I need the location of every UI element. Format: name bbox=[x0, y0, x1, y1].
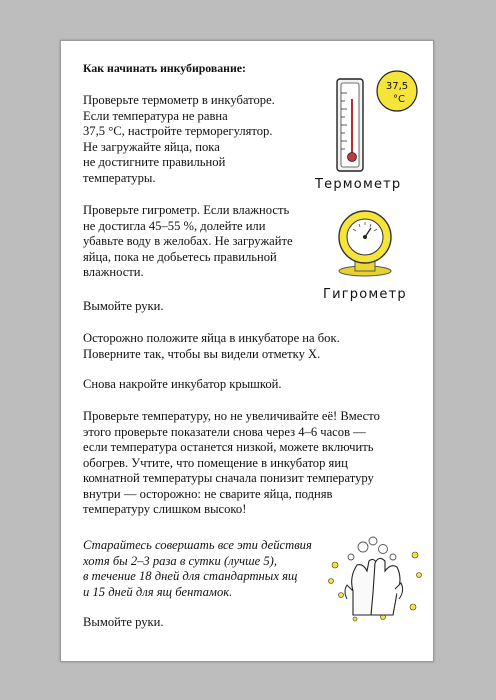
text-line: обогрев. Учтите, что помещение в инкубатор яиц bbox=[83, 455, 348, 470]
text-line: Старайтесь совершать все эти действия bbox=[83, 538, 312, 552]
thermometer-caption: Термометр bbox=[315, 177, 402, 192]
text-line: внутри — осторожно: не сварите яйца, подняв bbox=[83, 486, 333, 501]
paragraph-thermometer bbox=[83, 93, 313, 186]
text-line: яйца, пока не добьетесь правильной bbox=[83, 249, 277, 264]
paragraph-wash-hands-final: Вымойте руки. bbox=[83, 615, 164, 629]
text-line: Если температура не равна bbox=[83, 108, 228, 123]
paragraph-hygrometer bbox=[83, 203, 315, 281]
text-line: этого проверьте показатели снова через 4–6 часов — bbox=[83, 424, 366, 439]
text-line: и 15 дней для ящ бентамок. bbox=[83, 584, 233, 599]
text-line: Осторожно положите яйца в инкубаторе на бок. bbox=[83, 331, 340, 345]
text-line: Проверьте температуру, но не увеличивайте её! Вместо bbox=[83, 409, 380, 423]
text-line: хотя бы 2–3 раза в сутки (лучше 5), bbox=[83, 553, 277, 568]
text-line: температуру слишком высоко! bbox=[83, 502, 247, 516]
text-line: температуры. bbox=[83, 170, 156, 185]
paragraph-wash-hands: Вымойте руки. bbox=[83, 299, 164, 313]
text-line: Поверните так, чтобы вы видели отметку X. bbox=[83, 346, 321, 361]
text-line: не достигните правильной bbox=[83, 155, 226, 169]
text-line: не достигла 45–55 %, долейте или bbox=[83, 218, 266, 233]
page-heading: Как начинать инкубирование: bbox=[83, 61, 246, 75]
document-page bbox=[60, 40, 434, 662]
thermometer-bubble-unit: °C bbox=[393, 94, 405, 105]
paragraph-italic-note bbox=[83, 538, 333, 600]
text-line: Не загружайте яйца, пока bbox=[83, 139, 220, 154]
text-line: если температура останется низкой, можете включить bbox=[83, 440, 374, 454]
text-line: влажности. bbox=[83, 265, 144, 279]
paragraph-place-eggs bbox=[83, 331, 413, 362]
paragraph-check-temperature bbox=[83, 409, 417, 518]
paragraph-cover-lid: Снова накройте инкубатор крышкой. bbox=[83, 377, 282, 391]
hygrometer-icon bbox=[329, 207, 401, 277]
washing-hands-icon bbox=[323, 535, 427, 625]
text-line: убавьте воду в желобах. Не загружайте bbox=[83, 234, 293, 248]
text-line: в течение 18 дней для стандартных ящ bbox=[83, 569, 298, 583]
text-line: Проверьте гигрометр. Если влажность bbox=[83, 203, 290, 217]
thermometer-bubble-value: 37,5 bbox=[385, 81, 409, 92]
text-line: 37,5 °C, настройте терморегулятор. bbox=[83, 124, 273, 138]
hygrometer-caption: Гигрометр bbox=[323, 287, 407, 302]
thermometer-icon bbox=[331, 69, 423, 177]
text-line: Проверьте термометр в инкубаторе. bbox=[83, 93, 275, 107]
text-line: комнатной температуры сначала понизит температуру bbox=[83, 471, 374, 485]
